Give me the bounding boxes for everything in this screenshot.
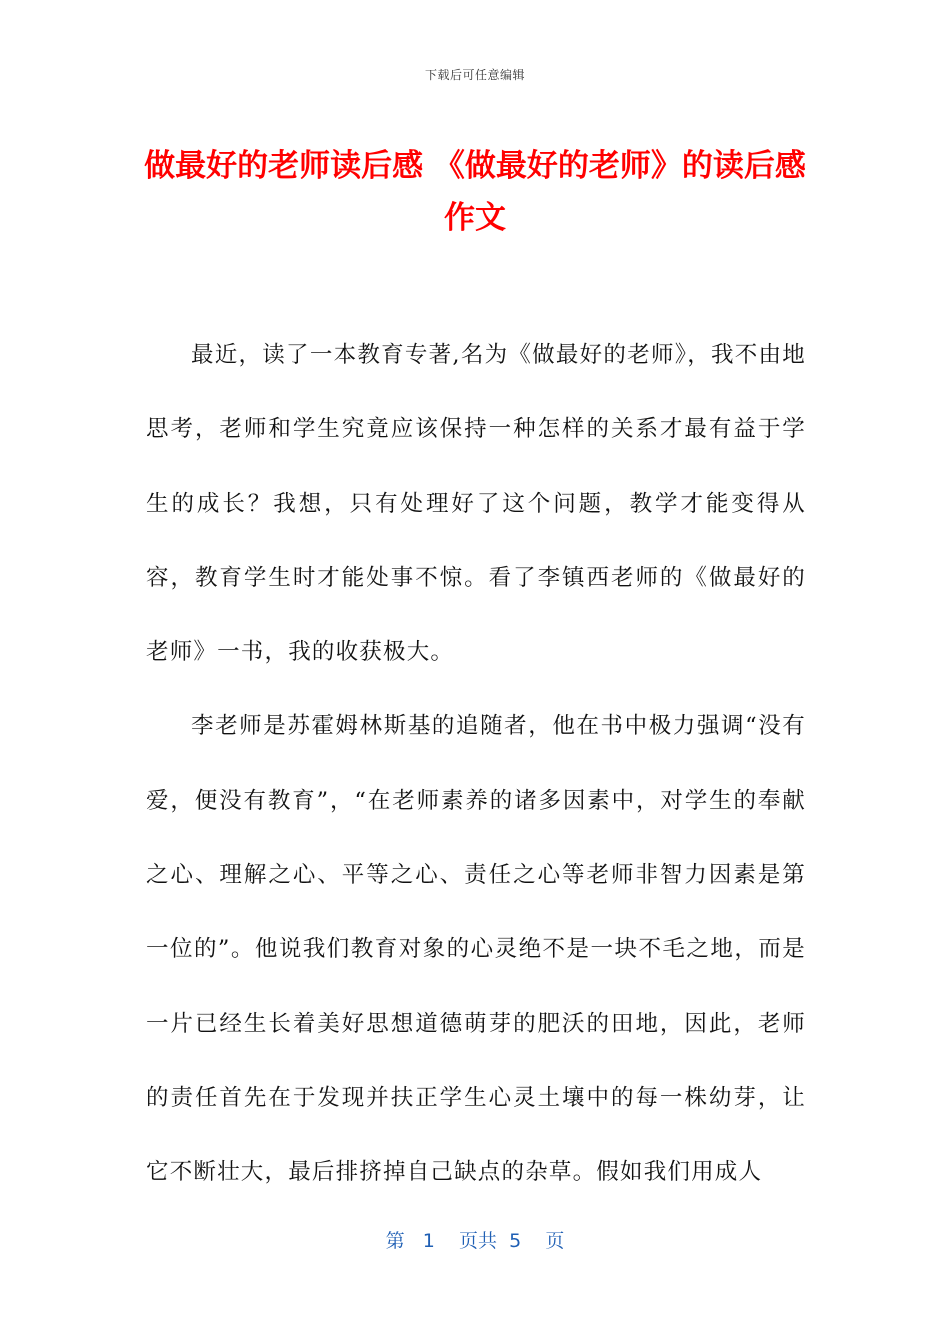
document-body — [146, 318, 806, 1210]
paragraph: 最近，读了一本教育专著,名为《做最好的老师》，我不由地思考，老师和学生究竟应该保持一种怎样的关系才最有益于学生的成长？我想，只有处理好了这个问题，教学才能变得从容，教育学生时才能处事不惊。看了李镇西老师的《做最好的老师》一书，我的收获极大。 — [146, 342, 806, 666]
header-note: 下载后可任意编辑 — [424, 68, 525, 82]
document-title: 做最好的老师读后感 《做最好的老师》的读后感作文 — [144, 148, 806, 236]
footer-prefix: 第 — [385, 1230, 405, 1252]
footer-page-number: 1 — [422, 1230, 435, 1252]
page-footer — [0, 1226, 950, 1253]
footer-suffix: 页 — [545, 1230, 565, 1252]
paragraph: 李老师是苏霍姆林斯基的追随者，他在书中极力强调“没有爱，便没有教育”，“在老师素养的诸多因素中，对学生的奉献之心、理解之心、平等之心、责任之心等老师非智力因素是第一位的”。他说我们教育对象的心灵绝不是一块不毛之地，而是一片已经生长着美好思想道德萌芽的肥沃的田地，因此，老师的责任首先在于发现并扶正学生心灵土壤中的每一株幼芽，让它不断壮大，最后排挤掉自己缺点的杂草。假如我们用成人 — [146, 713, 806, 1186]
footer-total-pages: 5 — [509, 1230, 522, 1252]
footer-middle: 页共 — [459, 1230, 498, 1252]
